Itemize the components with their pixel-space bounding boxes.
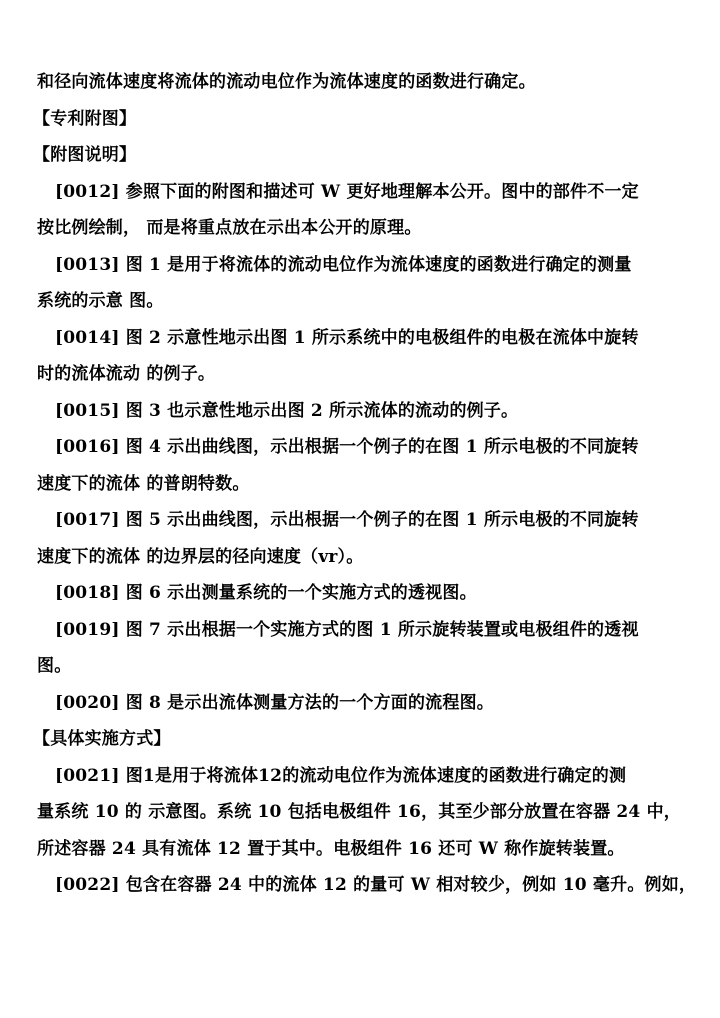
paragraph-0017-line: [0017] 图 5 示出曲线图，示出根据一个例子的在图 1 所示电极的不同旋转 [55,510,639,530]
section-heading-embodiments: 【具体实施方式】 [33,729,171,749]
text-line: 和径向流体速度将流体的流动电位作为流体速度的函数进行确定。 [37,72,536,92]
paragraph-0014-line: 时的流体流动 的例子。 [37,364,216,384]
paragraph-0016-line: [0016] 图 4 示出曲线图，示出根据一个例子的在图 1 所示电极的不同旋转 [55,437,639,457]
paragraph-0013-line: [0013] 图 1 是用于将流体的流动电位作为流体速度的函数进行确定的测量 [55,254,632,275]
paragraph-0015-line: [0015] 图 3 也示意性地示出图 2 所示流体的流动的例子。 [55,400,519,421]
section-heading-patent-drawings: 【专利附图】 [33,108,137,129]
paragraph-0018-line: [0018] 图 6 示出测量系统的一个实施方式的透视图。 [55,583,477,603]
paragraph-0014-line: [0014] 图 2 示意性地示出图 1 所示系统中的电极组件的电极在流体中旋转 [55,327,639,348]
paragraph-0020-line: [0020] 图 8 是示出流体测量方法的一个方面的流程图。 [55,692,494,713]
paragraph-0021-line: [0021] 图1是用于将流体12的流动电位作为流体速度的函数进行确定的测 [55,765,627,786]
paragraph-0012-line: 按比例绘制， 而是将重点放在示出本公开的原理。 [37,218,422,238]
paragraph-0013-line: 系统的示意 图。 [37,291,164,311]
section-heading-drawing-description: 【附图说明】 [33,145,137,165]
paragraph-0017-line: 速度下的流体 的边界层的径向速度（vr）。 [37,546,364,567]
paragraph-0022-line: [0022] 包含在容器 24 中的流体 12 的量可 W 相对较少，例如 10 毫升。例如， [55,875,697,895]
paragraph-0019-line: [0019] 图 7 示出根据一个实施方式的图 1 所示旋转装置或电极组件的透视 [55,619,639,640]
paragraph-0019-line: 图。 [37,656,72,676]
paragraph-0021-line: 量系统 10 的 示意图。系统 10 包括电极组件 16，其至少部分放置在容器 24 中， [37,802,681,822]
paragraph-0012-line: [0012] 参照下面的附图和描述可 W 更好地理解本公开。图中的部件不一定 [55,181,639,202]
paragraph-0016-line: 速度下的流体 的普朗特数。 [37,473,250,494]
paragraph-0021-line: 所述容器 24 具有流体 12 置于其中。电极组件 16 还可 W 称作旋转装置。 [37,838,625,859]
